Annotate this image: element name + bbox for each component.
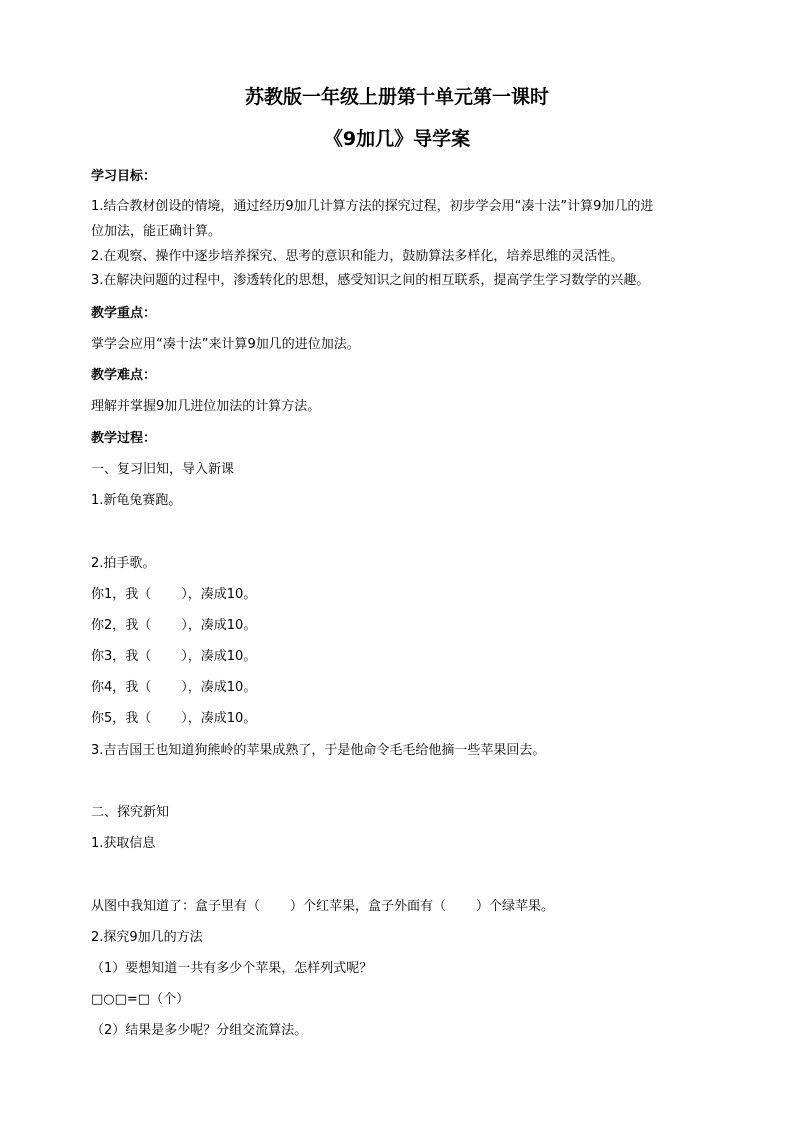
- objective-line-3: 2.在观察、操作中逐步培养探究、思考的意识和能力，鼓励算法多样化，培养思维的灵活性。: [91, 249, 624, 264]
- clap-line-right: ），凑成10。: [181, 711, 257, 726]
- key-point-heading: 教学重点：: [91, 306, 157, 321]
- clap-line-left: 你1，我（: [91, 587, 152, 602]
- section1-item-1: 1.新龟兔赛跑。: [91, 493, 182, 508]
- section1-title: 一、复习旧知，导入新课: [91, 462, 235, 477]
- clap-line-2: [91, 617, 256, 635]
- question-1: （1）要想知道一共有多少个苹果，怎样列式呢？: [91, 961, 373, 976]
- clap-line-right: ），凑成10。: [181, 618, 257, 633]
- key-point-text: 掌学会应用“凑十法”来计算9加几的进位加法。: [91, 337, 360, 352]
- info-part-c: ）个绿苹果。: [476, 899, 555, 914]
- info-part-b: ）个红苹果，盒子外面有（: [290, 899, 447, 914]
- difficulty-text: 理解并掌握9加几进位加法的计算方法。: [91, 399, 321, 414]
- difficulty-heading: 教学难点：: [91, 368, 157, 383]
- info-part-a: 从图中我知道了：盒子里有（: [91, 899, 261, 914]
- clap-line-right: ），凑成10。: [181, 649, 257, 664]
- section2-item-1: 1.获取信息: [91, 836, 156, 851]
- clap-line-4: [91, 679, 256, 697]
- section1-item-3: 3.吉吉国王也知道狗熊岭的苹果成熟了，于是他命令毛毛给他摘一些苹果回去。: [91, 743, 546, 758]
- clap-line-left: 你2，我（: [91, 618, 152, 633]
- info-line: [91, 898, 554, 916]
- clap-line-right: ），凑成10。: [181, 587, 257, 602]
- section2-item-2: 2.探究9加几的方法: [91, 930, 203, 945]
- section2-title: 二、探究新知: [91, 805, 170, 820]
- section1-item-2: 2.拍手歌。: [91, 556, 156, 571]
- clap-line-left: 你4，我（: [91, 680, 152, 695]
- clap-line-left: 你3，我（: [91, 649, 152, 664]
- clap-line-3: [91, 648, 256, 666]
- objective-line-2: 位加法，能正确计算。: [91, 224, 222, 239]
- formula-line: □○□=□（个）: [91, 992, 190, 1007]
- objective-line-1: 1.结合教材创设的情境，通过经历9加几计算方法的探究过程，初步学会用“凑十法”计算9加几的进: [91, 199, 654, 214]
- clap-line-1: [91, 586, 256, 604]
- clap-line-left: 你5，我（: [91, 711, 152, 726]
- page-title: 苏教版一年级上册第十单元第一课时: [244, 86, 549, 108]
- page-subtitle: 《9加几》导学案: [323, 128, 471, 150]
- clap-line-right: ），凑成10。: [181, 680, 257, 695]
- process-heading: 教学过程：: [91, 431, 157, 446]
- objective-line-4: 3.在解决问题的过程中，渗透转化的思想，感受知识之间的相互联系，提高学生学习数学的兴趣。: [91, 273, 650, 288]
- clap-line-5: [91, 710, 256, 728]
- question-2: （2）结果是多少呢？分组交流算法。: [91, 1023, 308, 1038]
- objectives-heading: 学习目标：: [91, 169, 157, 184]
